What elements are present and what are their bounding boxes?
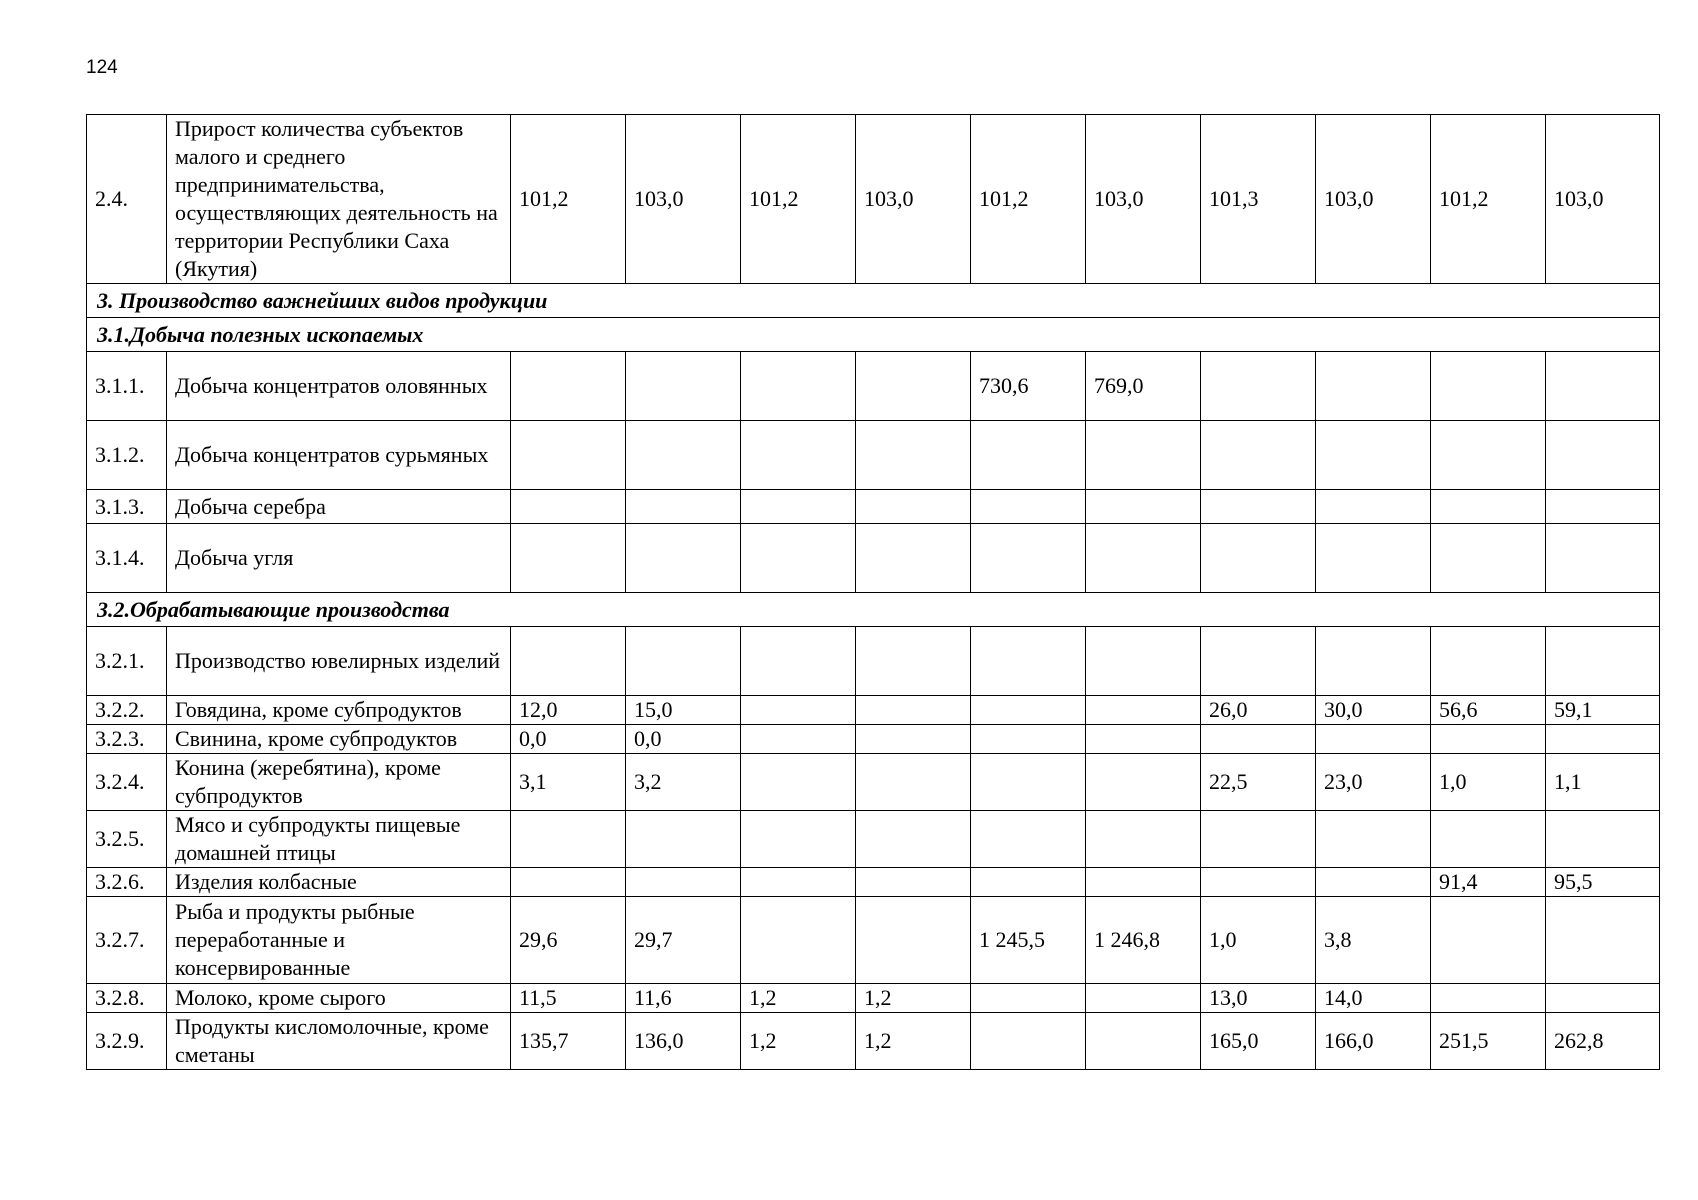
table-row <box>87 811 1660 868</box>
value-cell: 11,6 <box>626 984 741 1013</box>
value-cell: 3,1 <box>511 754 626 811</box>
value-cell <box>1546 811 1660 868</box>
table-row <box>87 897 1660 984</box>
value-cell: 1 246,8 <box>1086 897 1201 984</box>
indicator-name: Рыба и продукты рыбные переработанные и консервированные <box>167 897 511 984</box>
value-cell <box>971 811 1086 868</box>
row-number: 3.2.7. <box>87 897 167 984</box>
value-cell: 30,0 <box>1316 696 1431 725</box>
value-cell <box>1431 524 1546 593</box>
value-cell <box>1316 811 1431 868</box>
value-cell: 769,0 <box>1086 352 1201 421</box>
value-cell <box>1546 984 1660 1013</box>
value-cell <box>1086 421 1201 490</box>
section-row <box>87 318 1660 352</box>
row-number: 3.2.4. <box>87 754 167 811</box>
value-cell <box>1431 984 1546 1013</box>
value-cell <box>1086 984 1201 1013</box>
value-cell: 1 245,5 <box>971 897 1086 984</box>
value-cell <box>511 868 626 897</box>
value-cell <box>1431 490 1546 524</box>
value-cell: 22,5 <box>1201 754 1316 811</box>
value-cell <box>626 811 741 868</box>
value-cell <box>1431 811 1546 868</box>
row-number: 3.1.3. <box>87 490 167 524</box>
section-row <box>87 593 1660 627</box>
value-cell: 0,0 <box>511 725 626 754</box>
indicator-name: Производство ювелирных изделий <box>167 627 511 696</box>
row-number: 2.4. <box>87 115 167 284</box>
value-cell: 0,0 <box>626 725 741 754</box>
value-cell <box>511 811 626 868</box>
table-row <box>87 421 1660 490</box>
value-cell: 23,0 <box>1316 754 1431 811</box>
indicator-name: Свинина, кроме субпродуктов <box>167 725 511 754</box>
value-cell <box>1201 524 1316 593</box>
row-number: 3.2.1. <box>87 627 167 696</box>
table-row <box>87 115 1660 284</box>
value-cell: 1,0 <box>1201 897 1316 984</box>
value-cell <box>856 490 971 524</box>
value-cell <box>1201 421 1316 490</box>
indicator-name: Добыча концентратов сурьмяных <box>167 421 511 490</box>
value-cell <box>1201 490 1316 524</box>
value-cell <box>856 627 971 696</box>
table-row <box>87 1013 1660 1070</box>
table-row <box>87 984 1660 1013</box>
value-cell <box>741 754 856 811</box>
indicator-name: Продукты кисломолочные, кроме сметаны <box>167 1013 511 1070</box>
value-cell <box>856 352 971 421</box>
table-row <box>87 490 1660 524</box>
value-cell <box>1431 897 1546 984</box>
value-cell <box>741 352 856 421</box>
value-cell <box>1086 868 1201 897</box>
value-cell <box>971 725 1086 754</box>
value-cell <box>1086 725 1201 754</box>
value-cell: 14,0 <box>1316 984 1431 1013</box>
row-number: 3.1.1. <box>87 352 167 421</box>
value-cell <box>741 421 856 490</box>
value-cell <box>856 524 971 593</box>
value-cell <box>741 897 856 984</box>
row-number: 3.1.2. <box>87 421 167 490</box>
value-cell <box>1201 352 1316 421</box>
value-cell <box>741 696 856 725</box>
value-cell: 12,0 <box>511 696 626 725</box>
value-cell <box>1546 627 1660 696</box>
value-cell: 1,0 <box>1431 754 1546 811</box>
value-cell <box>971 1013 1086 1070</box>
value-cell: 103,0 <box>856 115 971 284</box>
value-cell: 1,2 <box>856 1013 971 1070</box>
value-cell <box>1201 868 1316 897</box>
value-cell <box>1316 627 1431 696</box>
value-cell <box>1316 352 1431 421</box>
value-cell: 136,0 <box>626 1013 741 1070</box>
value-cell: 29,7 <box>626 897 741 984</box>
value-cell <box>1316 490 1431 524</box>
value-cell: 103,0 <box>1546 115 1660 284</box>
value-cell <box>856 811 971 868</box>
indicator-name: Молоко, кроме сырого <box>167 984 511 1013</box>
value-cell <box>856 868 971 897</box>
value-cell: 262,8 <box>1546 1013 1660 1070</box>
value-cell <box>741 811 856 868</box>
value-cell: 101,2 <box>511 115 626 284</box>
section-title: 3.1.Добыча полезных ископаемых <box>87 318 1660 352</box>
table-row <box>87 524 1660 593</box>
value-cell <box>626 352 741 421</box>
table-row <box>87 868 1660 897</box>
value-cell <box>1316 421 1431 490</box>
value-cell: 15,0 <box>626 696 741 725</box>
value-cell <box>1546 352 1660 421</box>
row-number: 3.2.5. <box>87 811 167 868</box>
table-row <box>87 627 1660 696</box>
indicator-name: Говядина, кроме субпродуктов <box>167 696 511 725</box>
value-cell <box>1316 725 1431 754</box>
value-cell: 1,2 <box>741 1013 856 1070</box>
indicator-name: Конина (жеребятина), кроме субпродуктов <box>167 754 511 811</box>
value-cell <box>1201 725 1316 754</box>
value-cell: 13,0 <box>1201 984 1316 1013</box>
value-cell <box>856 897 971 984</box>
value-cell <box>1546 725 1660 754</box>
value-cell <box>1316 868 1431 897</box>
value-cell <box>1086 696 1201 725</box>
value-cell <box>1201 811 1316 868</box>
section-row <box>87 284 1660 318</box>
value-cell <box>1316 524 1431 593</box>
value-cell: 3,2 <box>626 754 741 811</box>
value-cell <box>1086 490 1201 524</box>
indicator-name: Изделия колбасные <box>167 868 511 897</box>
value-cell <box>741 725 856 754</box>
value-cell <box>511 352 626 421</box>
value-cell <box>511 490 626 524</box>
value-cell <box>1546 524 1660 593</box>
value-cell <box>626 868 741 897</box>
value-cell <box>741 627 856 696</box>
value-cell <box>971 490 1086 524</box>
value-cell: 103,0 <box>1086 115 1201 284</box>
indicator-name: Прирост количества субъектов малого и среднего предпринимательства, осуществляющих деятельность на территории Республики Саха (Якутия) <box>167 115 511 284</box>
value-cell <box>1431 627 1546 696</box>
table-row <box>87 725 1660 754</box>
value-cell <box>971 696 1086 725</box>
value-cell: 1,2 <box>856 984 971 1013</box>
value-cell <box>626 490 741 524</box>
value-cell <box>1546 490 1660 524</box>
value-cell: 101,2 <box>741 115 856 284</box>
value-cell <box>741 868 856 897</box>
value-cell <box>741 524 856 593</box>
section-title: 3. Производство важнейших видов продукции <box>87 284 1660 318</box>
indicator-name: Добыча угля <box>167 524 511 593</box>
value-cell <box>856 696 971 725</box>
indicator-name: Мясо и субпродукты пищевые домашней птицы <box>167 811 511 868</box>
value-cell <box>1086 1013 1201 1070</box>
value-cell <box>511 524 626 593</box>
value-cell <box>1086 754 1201 811</box>
value-cell: 11,5 <box>511 984 626 1013</box>
table-row <box>87 696 1660 725</box>
value-cell: 3,8 <box>1316 897 1431 984</box>
value-cell <box>511 627 626 696</box>
value-cell: 29,6 <box>511 897 626 984</box>
row-number: 3.2.2. <box>87 696 167 725</box>
page-number: 124 <box>86 57 118 78</box>
value-cell: 91,4 <box>1431 868 1546 897</box>
value-cell <box>1201 627 1316 696</box>
value-cell: 165,0 <box>1201 1013 1316 1070</box>
value-cell <box>1546 421 1660 490</box>
value-cell <box>1431 421 1546 490</box>
value-cell: 1,2 <box>741 984 856 1013</box>
value-cell <box>971 421 1086 490</box>
value-cell: 135,7 <box>511 1013 626 1070</box>
value-cell <box>1086 524 1201 593</box>
value-cell <box>971 627 1086 696</box>
value-cell <box>856 725 971 754</box>
row-number: 3.1.4. <box>87 524 167 593</box>
row-number: 3.2.3. <box>87 725 167 754</box>
row-number: 3.2.8. <box>87 984 167 1013</box>
value-cell <box>856 421 971 490</box>
value-cell <box>741 490 856 524</box>
row-number: 3.2.6. <box>87 868 167 897</box>
value-cell <box>971 524 1086 593</box>
value-cell: 101,2 <box>1431 115 1546 284</box>
value-cell: 59,1 <box>1546 696 1660 725</box>
value-cell: 103,0 <box>1316 115 1431 284</box>
value-cell <box>626 421 741 490</box>
value-cell <box>971 984 1086 1013</box>
row-number: 3.2.9. <box>87 1013 167 1070</box>
value-cell <box>1086 811 1201 868</box>
value-cell <box>511 421 626 490</box>
value-cell <box>1086 627 1201 696</box>
value-cell: 56,6 <box>1431 696 1546 725</box>
value-cell: 26,0 <box>1201 696 1316 725</box>
value-cell <box>1546 897 1660 984</box>
value-cell <box>971 754 1086 811</box>
value-cell <box>626 524 741 593</box>
value-cell <box>1431 352 1546 421</box>
value-cell <box>856 754 971 811</box>
indicators-table <box>86 114 1660 1070</box>
section-title: 3.2.Обрабатывающие производства <box>87 593 1660 627</box>
value-cell <box>626 627 741 696</box>
value-cell: 166,0 <box>1316 1013 1431 1070</box>
value-cell: 730,6 <box>971 352 1086 421</box>
table-row <box>87 352 1660 421</box>
value-cell <box>971 868 1086 897</box>
indicator-name: Добыча серебра <box>167 490 511 524</box>
value-cell: 101,3 <box>1201 115 1316 284</box>
value-cell: 251,5 <box>1431 1013 1546 1070</box>
table-row <box>87 754 1660 811</box>
value-cell: 103,0 <box>626 115 741 284</box>
value-cell: 1,1 <box>1546 754 1660 811</box>
value-cell <box>1431 725 1546 754</box>
value-cell: 101,2 <box>971 115 1086 284</box>
indicator-name: Добыча концентратов оловянных <box>167 352 511 421</box>
value-cell: 95,5 <box>1546 868 1660 897</box>
